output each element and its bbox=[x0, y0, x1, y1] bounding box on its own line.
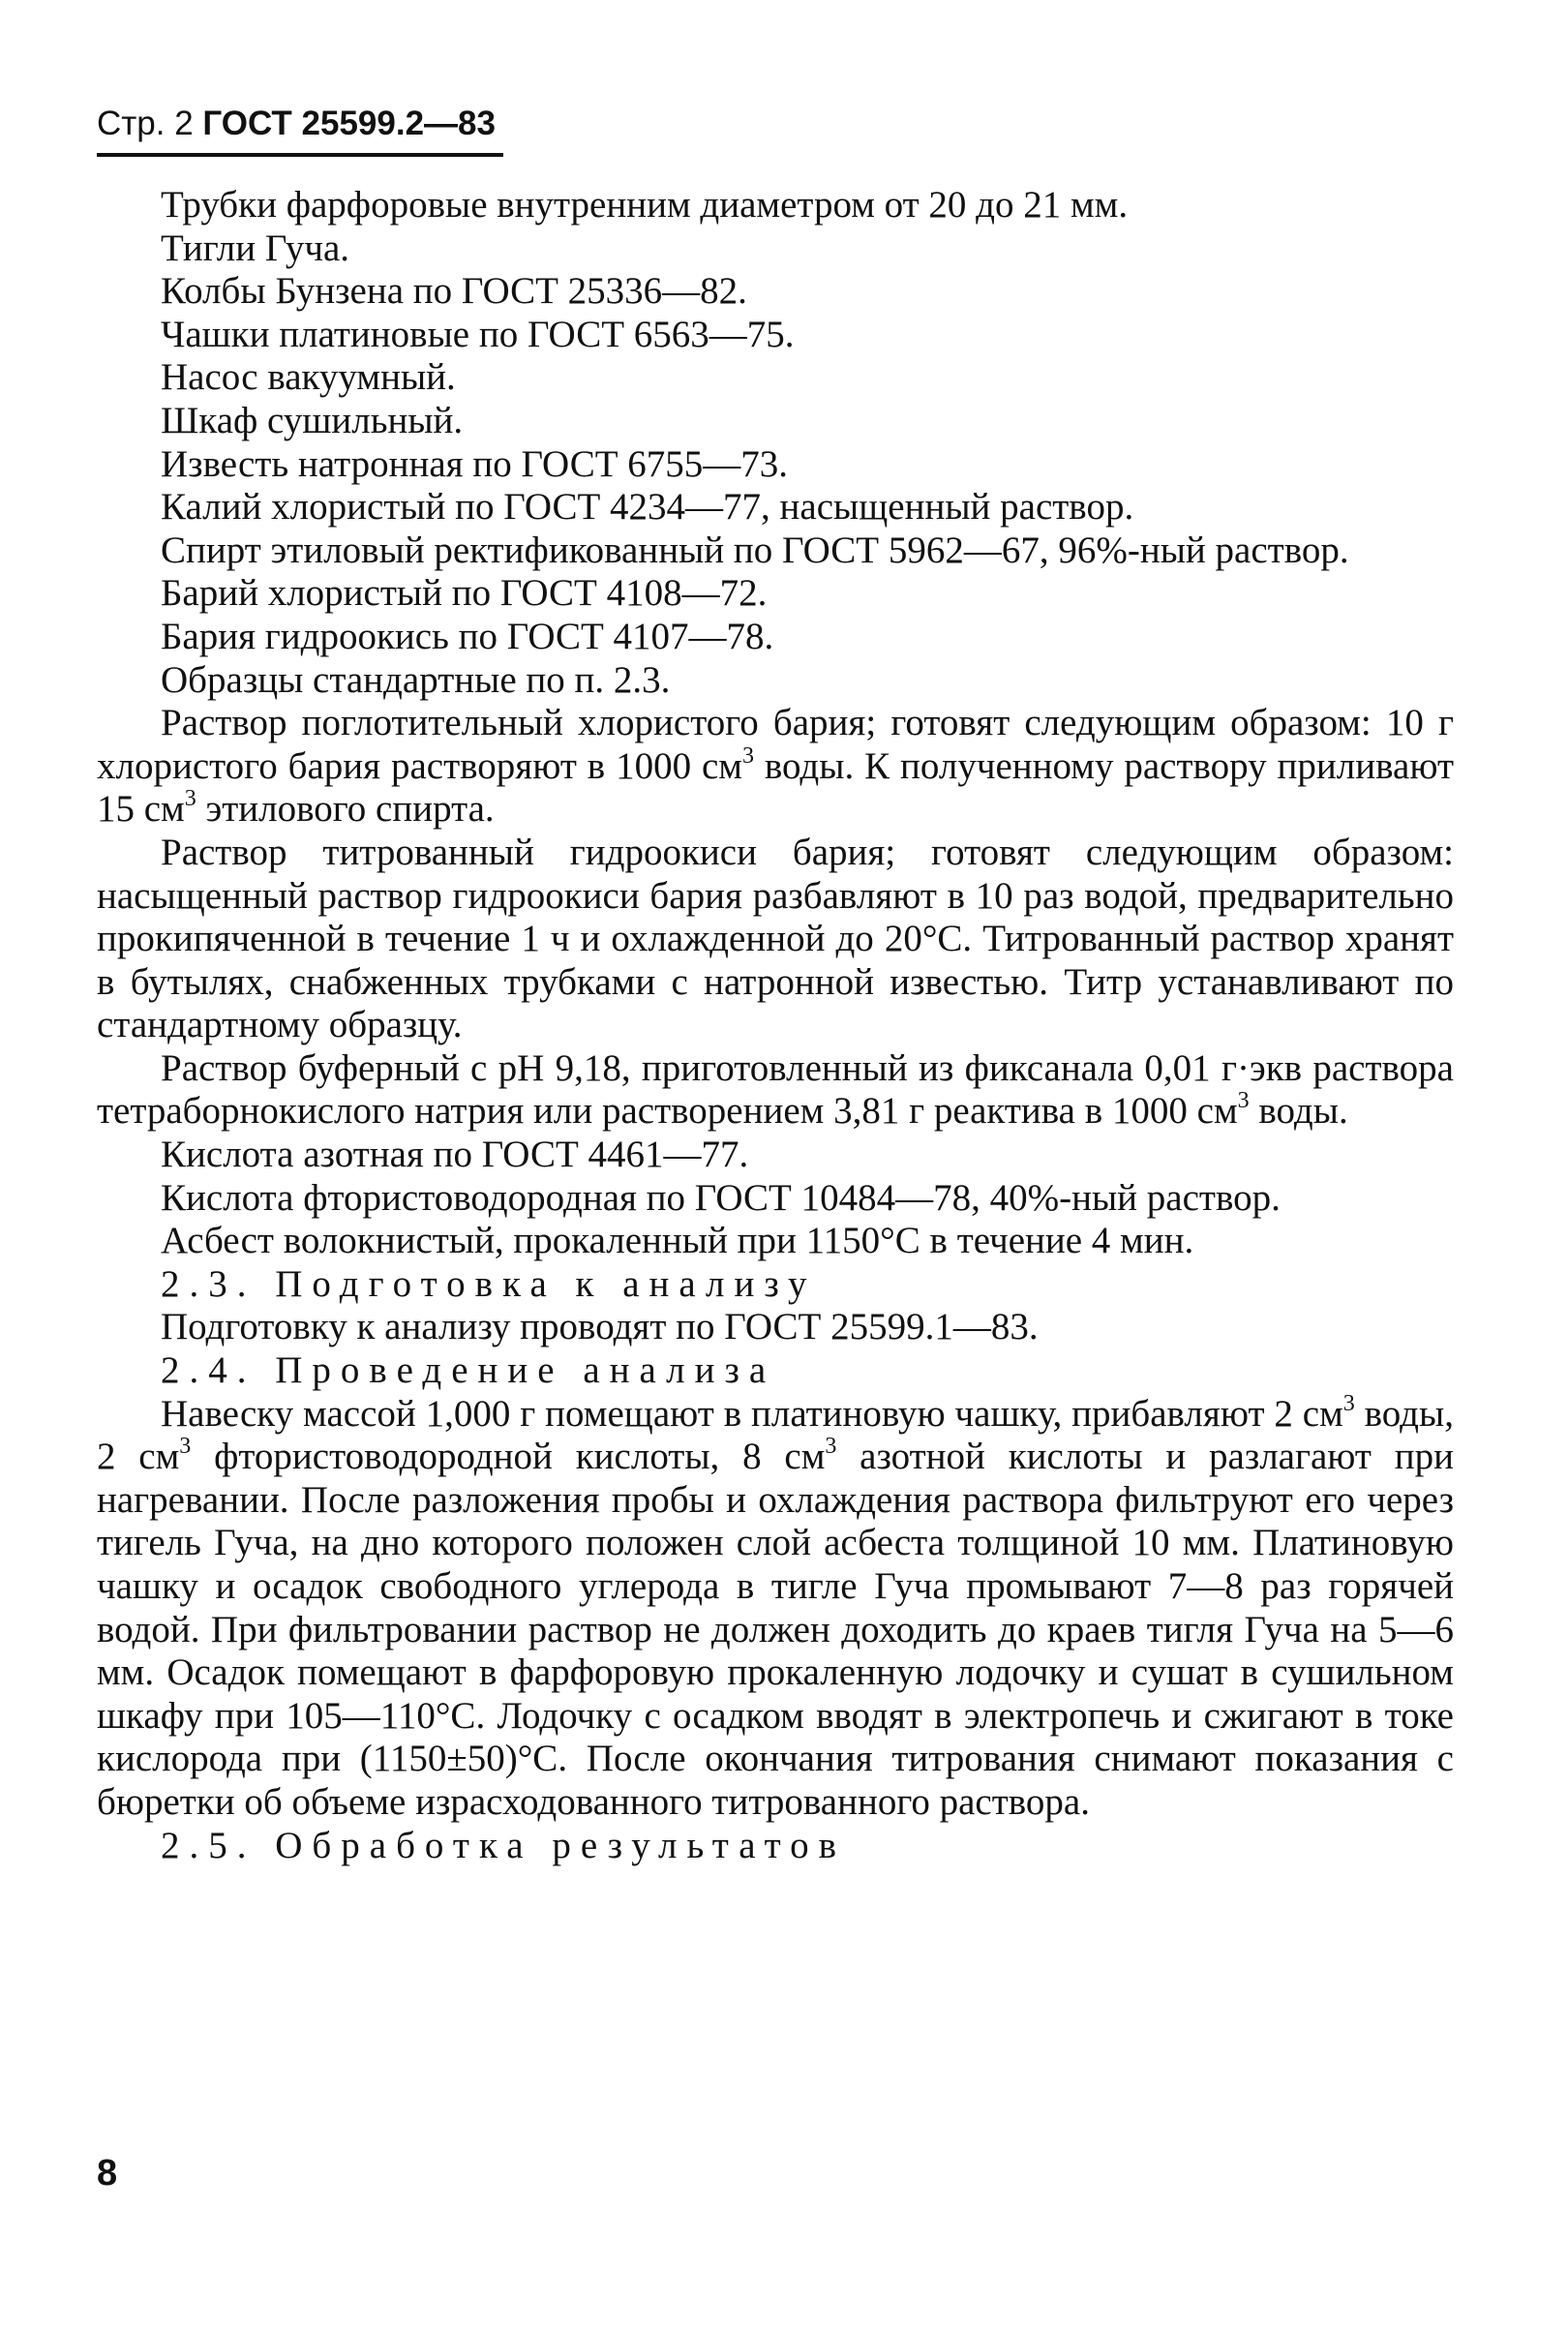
paragraph-potassium-chloride: Калий хлористый по ГОСТ 4234—77, насыщенный раствор. bbox=[161, 486, 1134, 529]
paragraph-titrated-solution: Раствор титрованный гидроокиси бария; готовят следующим образом: насыщенный раствор гидроокиси бария разбавляют в 10 раз водой, предварительно прокипяченной в течение 1 ч и охлажденной до 20°С. Титрованный раствор хранят в бутылях, снабженных трубками с натронной известью. Титр устанавливают по стандартному образцу. bbox=[97, 831, 1454, 1046]
paragraph-text: азотной кислоты и разлагают при нагревании. После разложения пробы и охлаждения раствора фильтруют его через тигель Гуча, на дно которого положен слой асбеста толщиной 10 мм. Платиновую чашку и осадок свободного углерода в тигле Гуча промывают 7—8 раз горячей водой. При фильтровании раствор не должен доходить до краев тигля Гуча на 5—6 мм. Осадок помещают в фарфоровую прокаленную лодочку и сушат в сушильном шкафу при 105—110°С. Лодочку с осадком вводят в электропечь и сжигают в токе кислорода при (1150±50)°С. После окончания титрования снимают показания с бюретки об объеме израсходованного титрованного раствора. bbox=[97, 1436, 1454, 1823]
document-body bbox=[97, 184, 1454, 1867]
page-header bbox=[97, 105, 503, 157]
paragraph-text: Навеску массой 1,000 г помещают в платиновую чашку, прибавляют 2 см bbox=[161, 1392, 1343, 1435]
paragraph-text: Раствор буферный с рН 9,18, приготовленный из фиксанала 0,01 г·экв раствора тетраборнокислого натрия или растворением 3,81 г реактива в 1000 см bbox=[97, 1046, 1454, 1133]
paragraph-text: этилового спирта. bbox=[196, 788, 495, 831]
header-page-label: Стр. 2 bbox=[97, 105, 194, 142]
paragraph-soda-lime: Известь натронная по ГОСТ 6755—73. bbox=[161, 442, 789, 485]
paragraph-vacuum-pump: Насос вакуумный. bbox=[161, 356, 456, 399]
paragraph-text: фтористоводородной кислоты, 8 см bbox=[191, 1436, 826, 1478]
superscript: 3 bbox=[741, 742, 754, 769]
paragraph-hydrofluoric-acid: Кислота фтористоводородная по ГОСТ 10484—78, 40%-ный раствор. bbox=[161, 1176, 1281, 1219]
superscript: 3 bbox=[179, 1434, 192, 1460]
paragraph-bunsen-flasks: Колбы Бунзена по ГОСТ 25336—82. bbox=[161, 270, 747, 313]
section-heading-results: 2.5. Обработка результатов bbox=[161, 1824, 847, 1866]
superscript: 3 bbox=[825, 1434, 837, 1460]
paragraph-text: воды, 2 см bbox=[97, 1392, 1454, 1478]
paragraph-buffer-solution bbox=[97, 1047, 1454, 1134]
paragraph-barium-chloride: Барий хлористый по ГОСТ 4108—72. bbox=[161, 572, 768, 615]
paragraph-analysis-procedure bbox=[97, 1390, 1454, 1825]
paragraph-barium-hydroxide: Бария гидроокись по ГОСТ 4107—78. bbox=[161, 615, 774, 657]
paragraph-drying-cabinet: Шкаф сушильный. bbox=[161, 399, 464, 441]
superscript: 3 bbox=[1237, 1088, 1250, 1114]
paragraph-porcelain-tubes: Трубки фарфоровые внутренним диаметром от 20 до 21 мм. bbox=[161, 184, 1129, 226]
paragraph-text: воды. bbox=[1249, 1090, 1348, 1133]
paragraph-platinum-dishes: Чашки платиновые по ГОСТ 6563—75. bbox=[161, 313, 795, 355]
paragraph-preparation: Подготовку к анализу проводят по ГОСТ 25599.1—83. bbox=[161, 1306, 1039, 1348]
paragraph-asbestos: Асбест волокнистый, прокаленный при 1150°С в течение 4 мин. bbox=[161, 1220, 1194, 1262]
superscript: 3 bbox=[184, 786, 196, 812]
section-heading-analysis: 2.4. Проведение анализа bbox=[161, 1349, 776, 1392]
paragraph-gooch-crucibles: Тигли Гуча. bbox=[161, 227, 350, 269]
superscript: 3 bbox=[1342, 1390, 1355, 1416]
paragraph-standard-samples: Образцы стандартные по п. 2.3. bbox=[161, 658, 671, 701]
page-number: 8 bbox=[97, 2153, 118, 2194]
paragraph-absorption-solution bbox=[97, 702, 1454, 832]
header-doc-code: ГОСТ 25599.2—83 bbox=[202, 105, 496, 142]
paragraph-ethyl-alcohol: Спирт этиловый ректификованный по ГОСТ 5962—67, 96%-ный раствор. bbox=[161, 529, 1349, 571]
paragraph-nitric-acid: Кислота азотная по ГОСТ 4461—77. bbox=[161, 1134, 749, 1176]
paragraph-text: воды. К полученному раствору приливают 15 см bbox=[97, 744, 1454, 831]
paragraph-text: Раствор поглотительный хлористого бария; готовят следующим образом: 10 г хлористого бария растворяют в 1000 см bbox=[97, 702, 1454, 787]
section-heading-preparation: 2.3. Подготовка к анализу bbox=[161, 1262, 817, 1305]
